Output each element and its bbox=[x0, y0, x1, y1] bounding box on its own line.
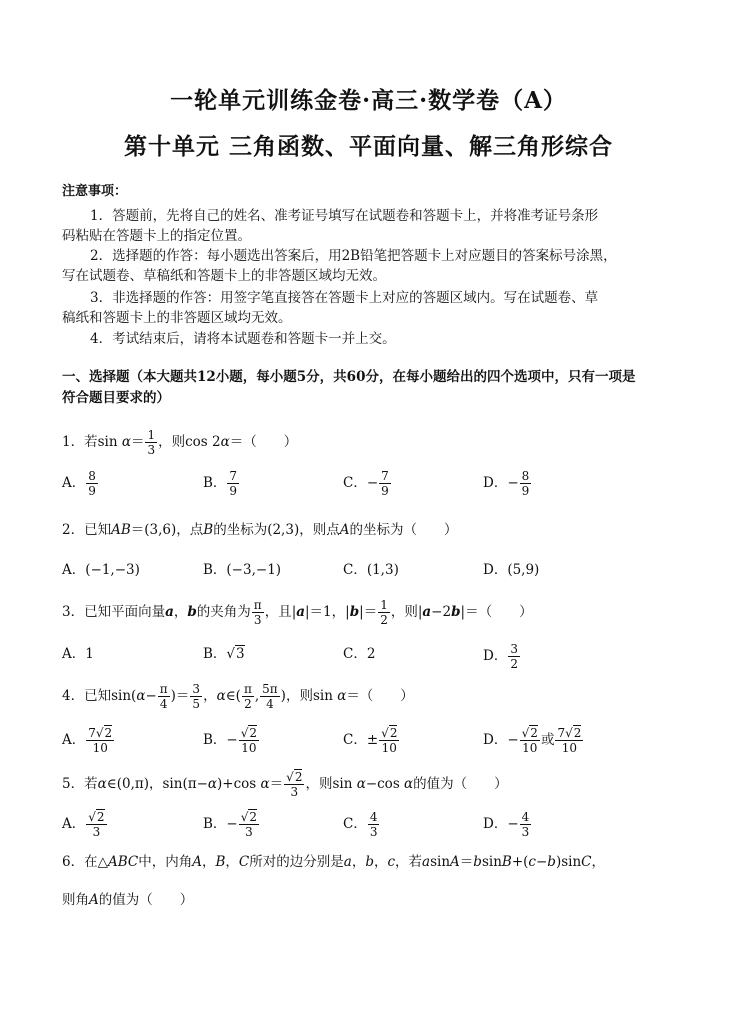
notice-text: 4．考试结束后，请将本试题卷和答题卡一并上交。 bbox=[90, 331, 396, 347]
notice-text: 码粘贴在答题卡上的指定位置。 bbox=[62, 228, 251, 244]
q2-option-d[interactable]: D．(5,9) bbox=[483, 562, 540, 578]
q3-option-a[interactable]: A．1 bbox=[62, 646, 94, 662]
q1-option-c[interactable]: C．− $\frac{7}{9}$ bbox=[343, 469, 389, 498]
q4-option-b[interactable]: B．− $\frac{√2}{10}$ bbox=[203, 726, 258, 755]
notice-text: 2．选择题的作答：每小题选出答案后，用2B铅笔把答题卡上对应题目的答案标号涂黑， bbox=[90, 248, 617, 264]
q1-option-d[interactable]: D．− $\frac{8}{9}$ bbox=[483, 469, 530, 498]
q1-option-a[interactable]: A． $\frac{8}{9}$ bbox=[62, 469, 96, 498]
q4-option-d[interactable]: D．− $\frac{√2}{10}$ 或 $\frac{7√2}{10}$ bbox=[483, 726, 582, 755]
notice-text: 写在试题卷、草稿纸和答题卡上的非答题区域均无效。 bbox=[62, 268, 386, 284]
question-6-cont: 则角A的值为（ ） bbox=[62, 892, 194, 908]
question-4: 4．已知sin(α− $\frac{\pi}{4}$ )＝ $\frac{3}{5}$ ，α∈( $\frac{\pi}{2}$ , $\frac{5\pi}{4}$ )，则sin α＝（ ） bbox=[62, 682, 414, 711]
q3-option-c[interactable]: C．2 bbox=[343, 646, 376, 662]
q4-option-a[interactable]: A． $\frac{7√2}{10}$ bbox=[62, 726, 113, 755]
notice-text: 稿纸和答题卡上的非答题区域均无效。 bbox=[62, 310, 292, 326]
q2-option-c[interactable]: C．(1,3) bbox=[343, 562, 399, 578]
question-1: 1．若sin α＝ $\frac{1}{3}$ ，则cos 2α＝（ ） bbox=[62, 428, 298, 457]
section-heading-cont: 符合题目要求的） bbox=[62, 390, 170, 406]
q2-option-a[interactable]: A．(−1,−3) bbox=[62, 562, 140, 578]
q2-option-b[interactable]: B．(−3,−1) bbox=[203, 562, 282, 578]
q5-option-c[interactable]: C． $\frac{4}{3}$ bbox=[343, 810, 378, 839]
q5-option-a[interactable]: A． $\frac{√2}{3}$ bbox=[62, 810, 105, 839]
notice-item bbox=[62, 329, 677, 349]
q3-option-b[interactable]: B．√3 bbox=[203, 646, 245, 662]
q5-option-d[interactable]: D．− $\frac{4}{3}$ bbox=[483, 810, 530, 839]
notice-item bbox=[62, 266, 677, 286]
q3-option-d[interactable]: D． $\frac{3}{2}$ bbox=[483, 642, 518, 671]
question-2: 2．已知AB＝(3,6)，点B的坐标为(2,3)，则点A的坐标为（ ） bbox=[62, 522, 458, 538]
notice-heading: 注意事项： bbox=[62, 184, 128, 199]
notice-item bbox=[62, 206, 677, 226]
notice-item bbox=[62, 246, 677, 266]
section-heading: 一、选择题（本大题共12小题，每小题5分，共60分，在每小题给出的四个选项中，只有一项是 bbox=[62, 369, 636, 385]
question-3: 3．已知平面向量a，b的夹角为 $\frac{\pi}{3}$ ，且|a|＝1，|b|＝ $\frac{1}{2}$ ，则|a−2b|＝（ ） bbox=[62, 598, 533, 627]
page-subtitle: 第十单元 三角函数、平面向量、解三角形综合 bbox=[123, 133, 613, 160]
notice-item bbox=[62, 288, 677, 308]
page-title: 一轮单元训练金卷·高三·数学卷（A） bbox=[170, 87, 567, 114]
question-6: 6．在△ABC中，内角A，B，C所对的边分别是a，b，c，若asinA＝bsinB+(c−b)sinC， bbox=[62, 854, 606, 870]
notice-text: 3．非选择题的作答：用签字笔直接答在答题卡上对应的答题区域内。写在试题卷、草 bbox=[90, 290, 599, 306]
notice-item bbox=[62, 308, 677, 328]
q1-option-b[interactable]: B． $\frac{7}{9}$ bbox=[203, 469, 238, 498]
question-5: 5．若α∈(0,π)，sin(π−α)+cos α＝ $\frac{√2}{3}$ ，则sin α−cos α的值为（ ） bbox=[62, 770, 508, 799]
notice-text: 1．答题前，先将自己的姓名、准考证号填写在试题卷和答题卡上，并将准考证号条形 bbox=[90, 208, 599, 224]
notice-item bbox=[62, 226, 677, 246]
q5-option-b[interactable]: B．− $\frac{√2}{3}$ bbox=[203, 810, 258, 839]
q4-option-c[interactable]: C．± $\frac{√2}{10}$ bbox=[343, 726, 398, 755]
